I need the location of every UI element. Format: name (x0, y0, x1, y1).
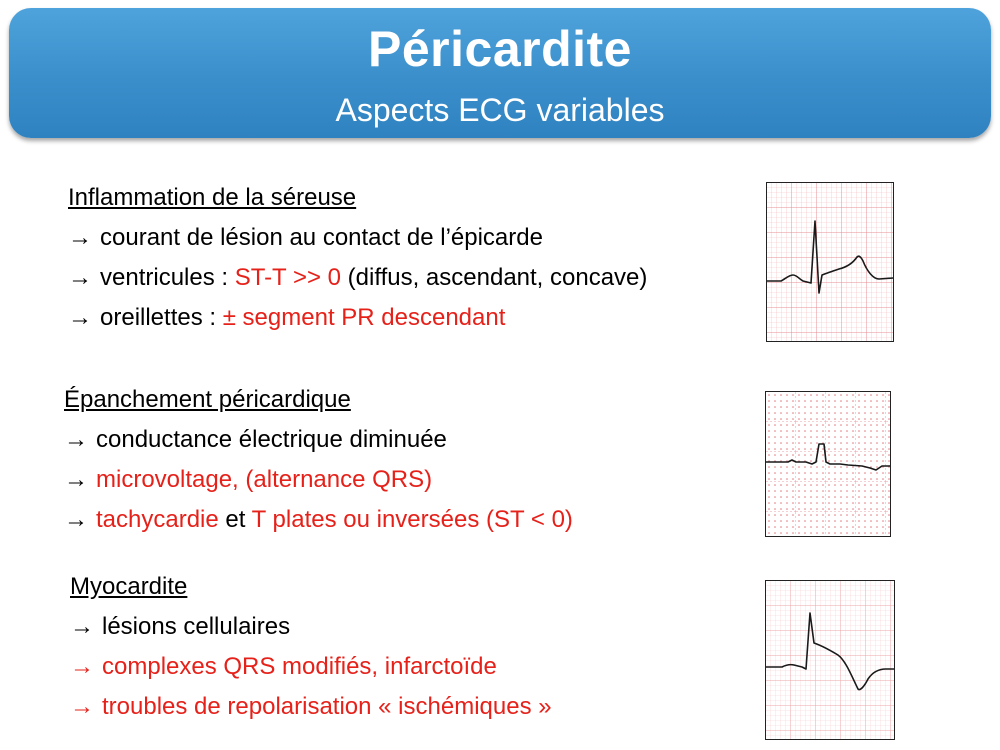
ecg-st-elevation-icon (766, 182, 894, 342)
arrow-icon: → (70, 693, 94, 720)
list-item: → microvoltage, (alternance QRS) (64, 460, 573, 500)
list-item: → lésions cellulaires (70, 607, 552, 647)
section-heading: Épanchement péricardique (64, 386, 351, 413)
section-heading: Myocardite (70, 573, 188, 600)
arrow-icon: → (64, 506, 88, 533)
list-item: → courant de lésion au contact de l’épicarde (68, 218, 647, 258)
section-myocardite (70, 567, 552, 727)
section-inflammation (68, 178, 647, 338)
title-banner (9, 8, 991, 138)
arrow-icon: → (68, 304, 92, 331)
arrow-icon: → (64, 426, 88, 453)
section-heading: Inflammation de la séreuse (68, 184, 357, 211)
list-item: → tachycardie et T plates ou inversées (ST < 0) (64, 500, 573, 540)
arrow-icon: → (68, 224, 92, 251)
arrow-icon: → (68, 264, 92, 291)
section-epanchement (64, 380, 573, 540)
list-item: → oreillettes : ± segment PR descendant (68, 298, 647, 338)
arrow-icon: → (70, 613, 94, 640)
ecg-low-voltage-icon (765, 391, 891, 537)
list-item: → conductance électrique diminuée (64, 420, 573, 460)
slide-title: Péricardite (368, 21, 632, 77)
list-item: → troubles de repolarisation « ischémiques » (70, 687, 552, 727)
ecg-q-wave-inverted-t-icon (765, 580, 895, 740)
list-item: → complexes QRS modifiés, infarctoïde (70, 647, 552, 687)
list-item: → ventricules : ST-T >> 0 (diffus, ascendant, concave) (68, 258, 647, 298)
arrow-icon: → (70, 653, 94, 680)
arrow-icon: → (64, 466, 88, 493)
slide-subtitle: Aspects ECG variables (335, 92, 665, 128)
